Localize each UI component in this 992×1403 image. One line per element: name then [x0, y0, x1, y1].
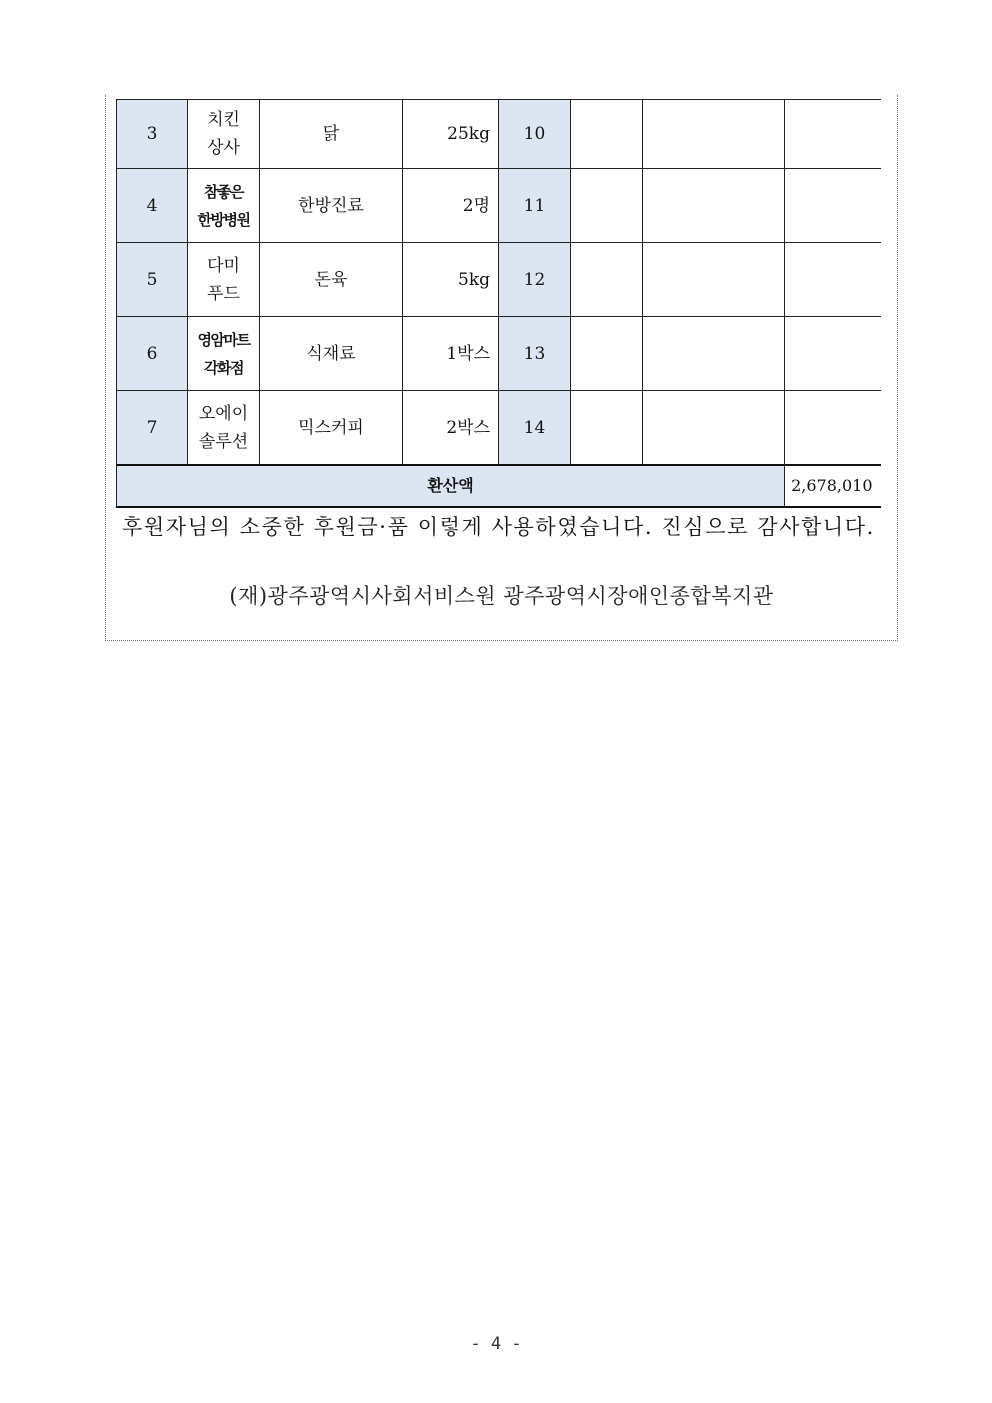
- donor-name: [571, 243, 643, 317]
- total-label: 환산액: [117, 465, 785, 507]
- donor-name-line: 다미: [207, 255, 240, 276]
- donation-item: [643, 100, 785, 169]
- row-number: 4: [117, 169, 188, 243]
- donation-item: 믹스커피: [260, 391, 403, 466]
- donation-quantity: 2박스: [403, 391, 499, 466]
- donor-name-line: 푸드: [207, 283, 240, 304]
- donor-name-line: 각화점: [204, 358, 243, 377]
- donation-item: [643, 391, 785, 466]
- donor-name: [188, 169, 260, 243]
- table-row: [117, 317, 881, 391]
- row-number: 3: [117, 100, 188, 169]
- donor-name: [188, 243, 260, 317]
- thanks-message: 후원자님의 소중한 후원금·품 이렇게 사용하였습니다. 진심으로 감사합니다.: [122, 515, 875, 539]
- row-number: 10: [499, 100, 571, 169]
- donation-quantity: 1박스: [403, 317, 499, 391]
- donation-quantity: [785, 169, 881, 243]
- donation-quantity: [785, 317, 881, 391]
- donor-name-line: 한방병원: [197, 210, 250, 229]
- page-number: - 4 -: [470, 1334, 522, 1354]
- donor-name: [188, 317, 260, 391]
- donation-quantity: [785, 100, 881, 169]
- donation-quantity: 5kg: [403, 243, 499, 317]
- donation-item: 식재료: [260, 317, 403, 391]
- donor-name: [188, 100, 260, 169]
- donation-quantity: [785, 243, 881, 317]
- donation-item: [643, 243, 785, 317]
- donor-name-line: 영암마트: [197, 330, 250, 349]
- donation-quantity: 2명: [403, 169, 499, 243]
- donor-name-line: 솔루션: [198, 431, 249, 452]
- organization-name: (재)광주광역시사회서비스원 광주광역시장애인종합복지관: [229, 584, 774, 608]
- donor-name: [571, 317, 643, 391]
- donation-quantity: [785, 391, 881, 466]
- row-number: 7: [117, 391, 188, 466]
- donor-name-line: 상사: [207, 138, 240, 158]
- donor-name-line: 치킨: [207, 110, 240, 130]
- donation-item: 닭: [260, 100, 403, 169]
- donor-name-line: 오에이: [198, 403, 249, 424]
- donation-item: [643, 317, 785, 391]
- table-row: [117, 391, 881, 466]
- donation-item: 한방진료: [260, 169, 403, 243]
- row-number: 14: [499, 391, 571, 466]
- row-number: 13: [499, 317, 571, 391]
- donor-name-line: 참좋은: [204, 182, 243, 201]
- donation-table: [116, 99, 881, 508]
- donation-quantity: 25kg: [403, 100, 499, 169]
- donor-name: [571, 391, 643, 466]
- table-row: [117, 243, 881, 317]
- row-number: 6: [117, 317, 188, 391]
- total-row: [117, 465, 881, 507]
- row-number: 12: [499, 243, 571, 317]
- donor-name: [571, 100, 643, 169]
- donation-item: 돈육: [260, 243, 403, 317]
- table-row: [117, 169, 881, 243]
- row-number: 11: [499, 169, 571, 243]
- table-row: [117, 100, 881, 169]
- donor-name: [188, 391, 260, 466]
- row-number: 5: [117, 243, 188, 317]
- donation-item: [643, 169, 785, 243]
- donor-name: [571, 169, 643, 243]
- total-value: 2,678,010: [785, 465, 881, 507]
